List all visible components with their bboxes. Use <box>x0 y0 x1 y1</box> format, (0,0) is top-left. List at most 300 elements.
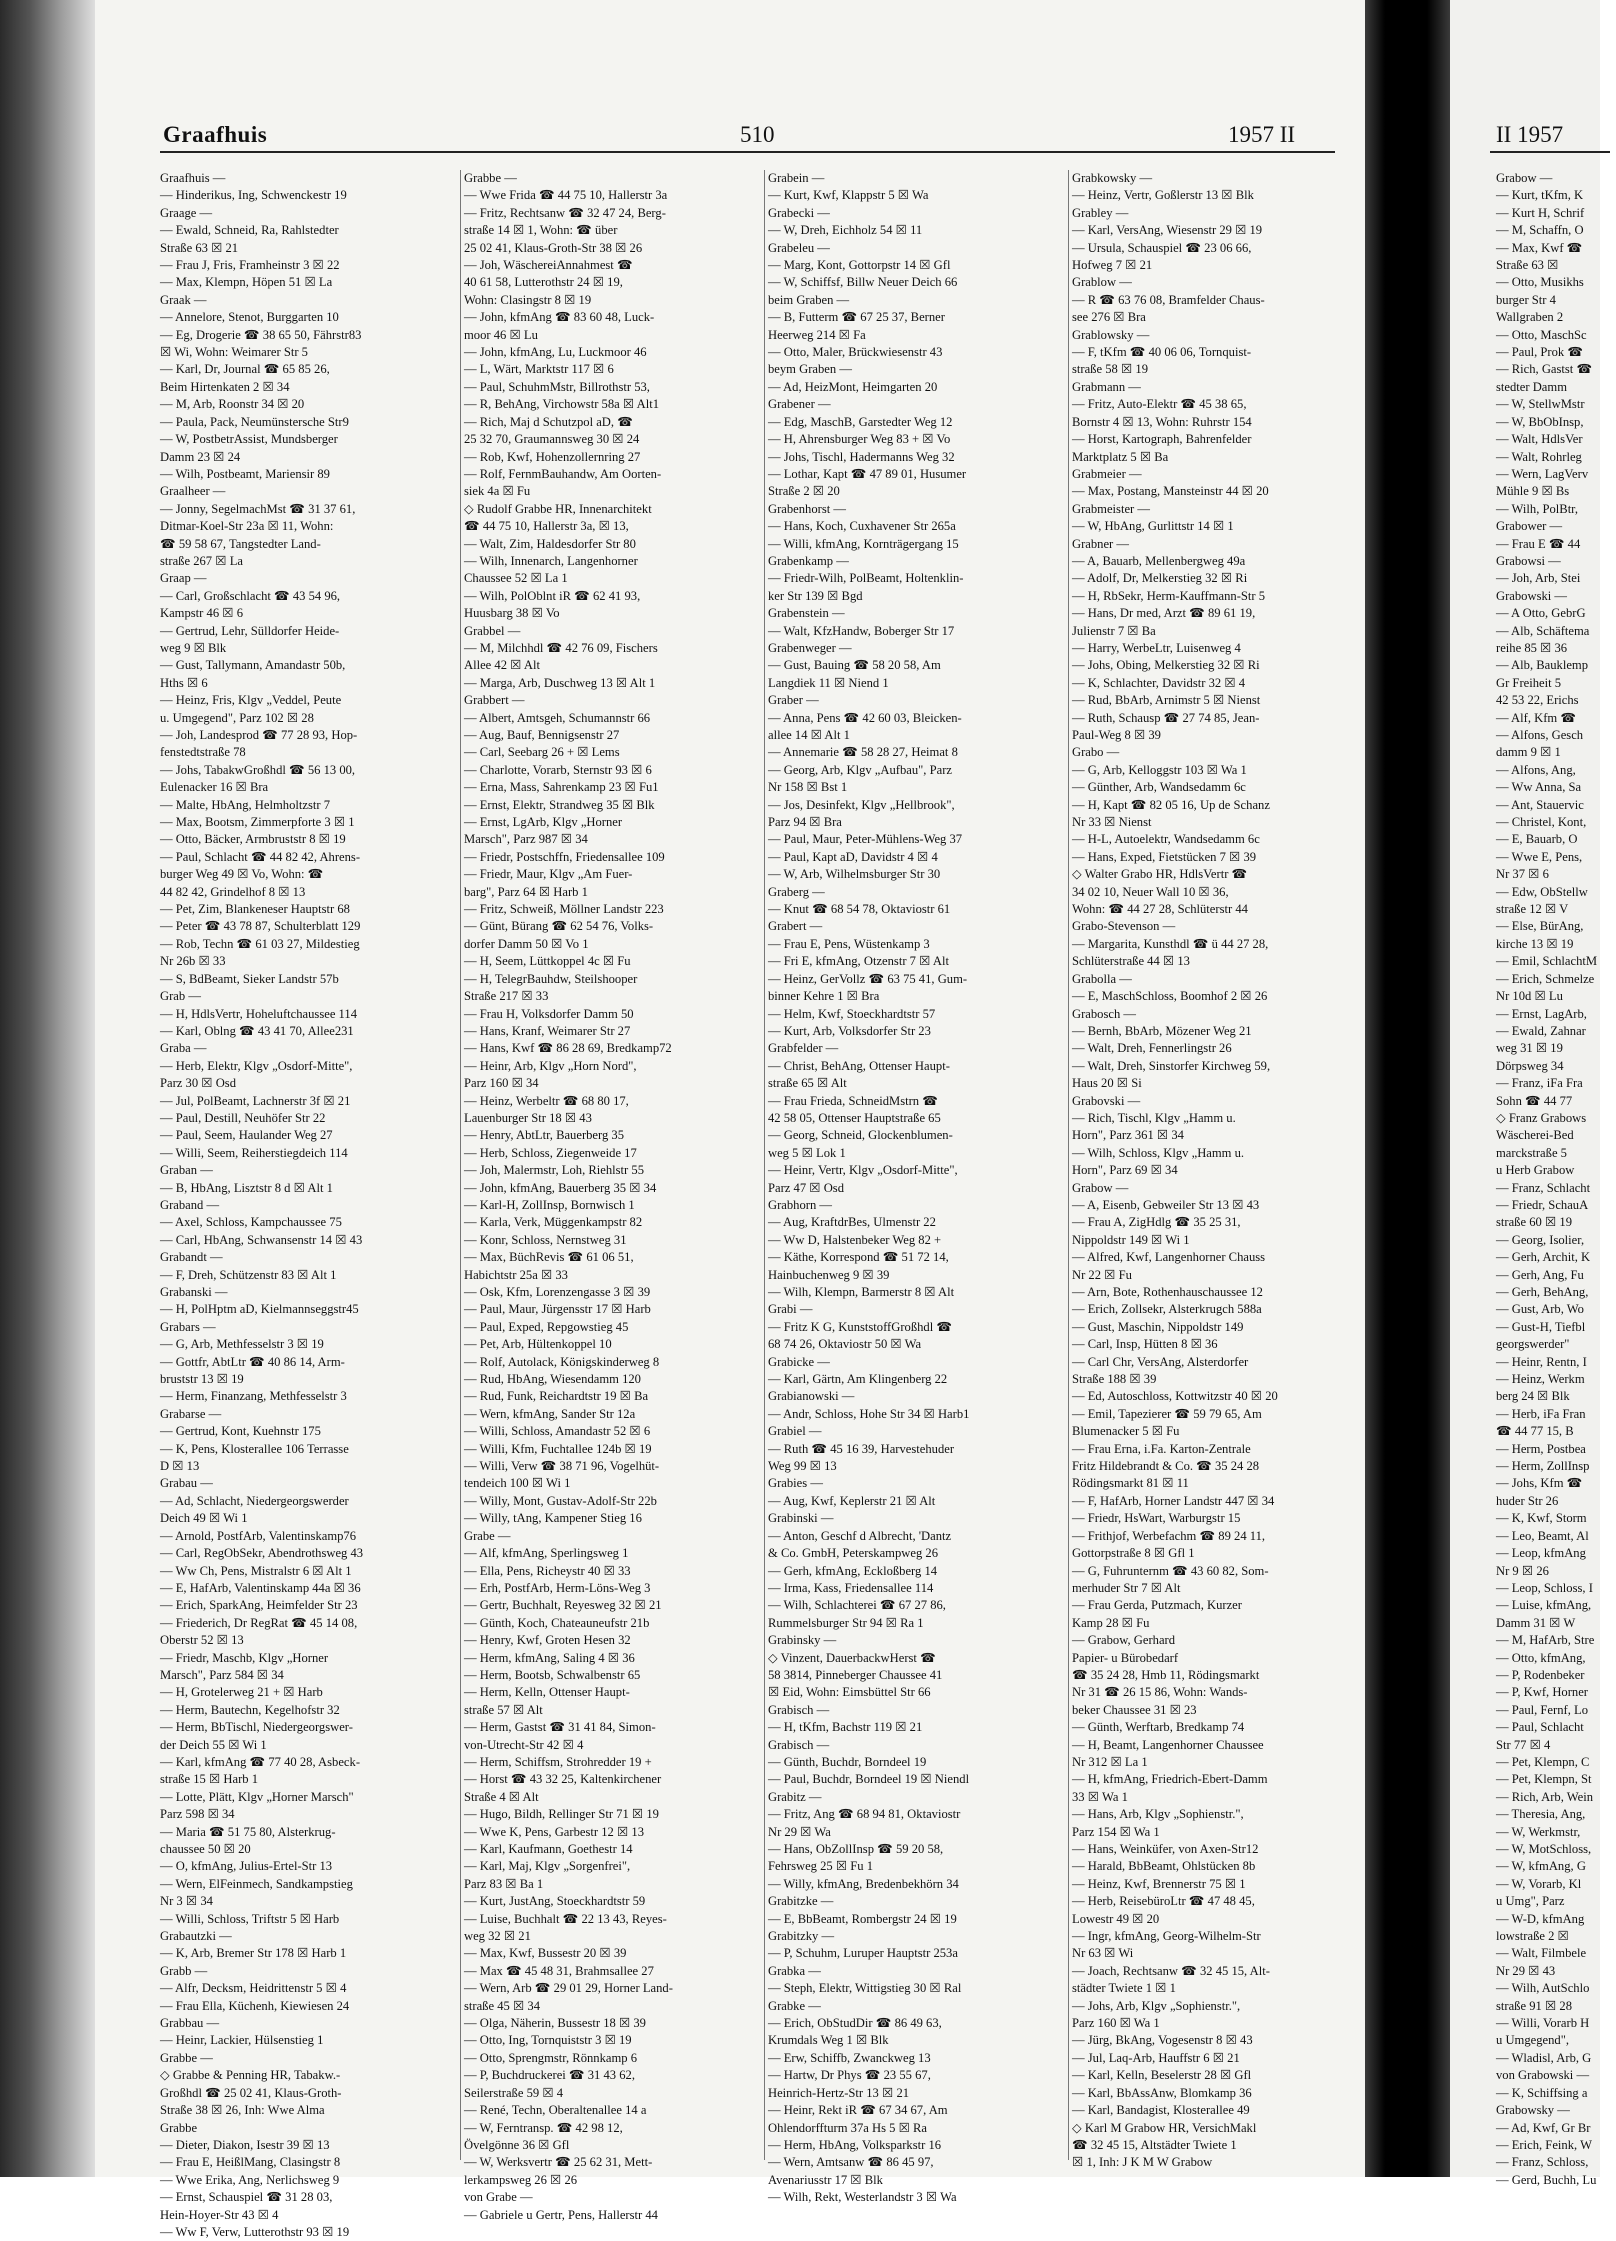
directory-entry: — Johs, Arb, Klgv „Sophienstr.", <box>1072 1998 1241 2013</box>
directory-entry: — H, TelegrBauhdw, Steilshooper <box>464 971 638 986</box>
directory-entry: — Heinz, Kwf, Brennerstr 75 ☒ 1 <box>1072 1876 1246 1891</box>
directory-entry: — Ella, Pens, Richeystr 40 ☒ 33 <box>464 1563 631 1578</box>
directory-entry: — Otto, Bäcker, Armbruststr 8 ☒ 19 <box>160 832 346 847</box>
directory-entry: — Friedr, HsWart, Warburgstr 15 <box>1072 1511 1241 1526</box>
directory-entry: weg 31 ☒ 19 <box>1496 1041 1563 1056</box>
directory-entry: — Erich, Zollsekr, Alsterkrugch 588a <box>1072 1302 1262 1317</box>
directory-entry: — Gabriele u Gertr, Pens, Hallerstr 44 <box>464 2207 658 2222</box>
directory-entry: — Lothar, Kapt ☎ 47 89 01, Husumer <box>768 466 967 481</box>
directory-entry: — Herm, Bautechn, Kegelhofstr 32 <box>160 1702 340 1717</box>
directory-entry: Grabner — <box>1072 536 1129 551</box>
directory-entry: — Walt, Dreh, Fennerlingstr 26 <box>1072 1041 1232 1056</box>
directory-entry: — W, Vorarb, Kl <box>1496 1876 1582 1891</box>
directory-entry: — G, Arb, Methfesselstr 3 ☒ 19 <box>160 1337 324 1352</box>
directory-entry: — Peter ☎ 43 78 87, Schulterblatt 129 <box>160 919 361 934</box>
directory-entry: — Karl, Kaufmann, Goethestr 14 <box>464 1842 633 1856</box>
directory-entry: Graak — <box>160 292 207 307</box>
directory-entry: Großhdl ☎ 25 02 41, Klaus-Groth- <box>160 2085 342 2100</box>
directory-entry: — Leop, kfmAng <box>1496 1546 1586 1561</box>
directory-entry: — H, kfmAng, Friedrich-Ebert-Damm <box>1072 1772 1268 1787</box>
directory-entry: — Herm, Finanzang, Methfesselstr 3 <box>160 1389 347 1404</box>
directory-entry: — Karl, Gärtn, Am Klingenberg 22 <box>768 1372 948 1387</box>
directory-entry: Haus 20 ☒ Si <box>1072 1076 1142 1091</box>
directory-entry: — B, HbAng, Lisztstr 8 d ☒ Alt 1 <box>160 1180 333 1195</box>
directory-entry: Nr 26b ☒ 33 <box>160 954 226 969</box>
directory-entry: — W, PostbetrAssist, Mundsberger <box>160 432 338 447</box>
directory-entry: — Frau Erna, i.Fa. Karton-Zentrale <box>1072 1441 1251 1456</box>
directory-entry: ◇ Franz Grabows <box>1496 1110 1587 1125</box>
directory-entry: — W, kfmAng, G <box>1496 1859 1586 1874</box>
directory-entry: Grabein — <box>768 171 825 185</box>
directory-entry: — Friedr, Maur, Klgv „Am Fuer- <box>464 867 633 882</box>
directory-entry: — Harry, WerbeLtr, Luisenweg 4 <box>1072 640 1241 655</box>
directory-entry: 25 02 41, Klaus-Groth-Str 38 ☒ 26 <box>464 240 643 255</box>
directory-entry: — Max, Kwf, Bussestr 20 ☒ 39 <box>464 1946 627 1961</box>
directory-entry: — Frau A, ZigHdlg ☎ 35 25 31, <box>1072 1215 1241 1230</box>
directory-entry: — Wilh, Postbeamt, Mariensir 89 <box>160 466 330 481</box>
directory-entry: — H, Kapt ☎ 82 05 16, Up de Schanz <box>1072 797 1270 812</box>
directory-entry: — Gertrud, Kont, Kuehnstr 175 <box>160 1424 321 1439</box>
directory-entry: — Ad, Schlacht, Niedergeorgswerder <box>160 1493 349 1508</box>
directory-entry: stedter Damm <box>1496 379 1567 394</box>
directory-entry: — Alfr, Decksm, Heidrittenstr 5 ☒ 4 <box>160 1981 347 1996</box>
directory-entry: — Erw, Schiffb, Zwanckweg 13 <box>768 2050 931 2065</box>
directory-entry: — Frau E ☎ 44 <box>1496 536 1581 551</box>
directory-entry: — Joh, Landesprod ☎ 77 28 93, Hop- <box>160 728 358 742</box>
directory-entry: dorfer Damm 50 ☒ Vo 1 <box>464 936 589 951</box>
directory-entry: ◇ Grabbe & Penning HR, Tabakw.- <box>160 2068 341 2083</box>
directory-entry: Grabbau — <box>160 2016 220 2031</box>
directory-entry: berg 24 ☒ Blk <box>1496 1389 1570 1404</box>
directory-entry: — Walt, Rohrleg <box>1496 449 1582 464</box>
directory-entry: — Karl, Dr, Journal ☎ 65 85 26, <box>160 362 330 377</box>
directory-entry: — Max, Postang, Mansteinstr 44 ☒ 20 <box>1072 484 1269 499</box>
directory-entry: marckstraße 5 <box>1496 1145 1567 1160</box>
directory-entry: straße 12 ☒ V <box>1496 902 1569 917</box>
directory-entry: — Wilh, AutSchlo <box>1496 1981 1590 1996</box>
directory-entry: Nr 312 ☒ La 1 <box>1072 1754 1148 1769</box>
directory-entry: Allee 42 ☒ Alt <box>464 658 540 673</box>
directory-entry: Langdiek 11 ☒ Niend 1 <box>768 675 889 690</box>
directory-entry: allee 14 ☒ Alt 1 <box>768 728 850 742</box>
directory-entry: — Karl, Bandagist, Klosterallee 49 <box>1072 2103 1250 2118</box>
directory-entry: — Henry, Kwf, Groten Hesen 32 <box>464 1633 631 1648</box>
directory-entry: — Irma, Kass, Friedensallee 114 <box>768 1580 934 1595</box>
directory-entry: Grabenstein — <box>768 606 845 621</box>
directory-entry: Grabmann — <box>1072 379 1141 394</box>
directory-entry: — Erh, PostfArb, Herm-Löns-Weg 3 <box>464 1580 651 1595</box>
directory-entry: Grablow — <box>1072 275 1132 290</box>
directory-entry: — Friedr, Maschb, Klgv „Horner <box>160 1650 329 1665</box>
directory-entry: — Karl-H, ZollInsp, Bornwisch 1 <box>464 1197 635 1212</box>
directory-entry: — Knut ☎ 68 54 78, Oktaviostr 61 <box>768 902 951 917</box>
directory-entry: 40 61 58, Lutterothstr 24 ☒ 19, <box>464 275 623 290</box>
facing-page-rule <box>1490 151 1610 153</box>
directory-entry: — Frau Gerda, Putzmach, Kurzer <box>1072 1598 1242 1613</box>
directory-entry: — Herm, kfmAng, Saling 4 ☒ 36 <box>464 1650 635 1665</box>
directory-entry: Horn", Parz 361 ☒ 34 <box>1072 1128 1184 1143</box>
directory-entry: — Hans, Exped, Fietstücken 7 ☒ 39 <box>1072 849 1257 864</box>
directory-entry: — L, Wärt, Marktstr 117 ☒ 6 <box>464 362 614 377</box>
directory-entry: — Wilh, PolBtr, <box>1496 501 1579 516</box>
directory-entry: — Christel, Kont, <box>1496 815 1587 830</box>
directory-entry: — K, Pens, Klosterallee 106 Terrasse <box>160 1441 349 1456</box>
directory-entry: Grabecki — <box>768 205 830 220</box>
directory-entry: Straße 38 ☒ 26, Inh: Wwe Alma <box>160 2103 325 2118</box>
directory-entry: burger Str 4 <box>1496 292 1556 307</box>
directory-entry: — Ewald, Schneid, Ra, Rahlstedter <box>160 223 339 238</box>
directory-entry: — Herm, BbTischl, Niedergeorgswer- <box>160 1720 353 1735</box>
directory-entry: — Joh, Malermstr, Loh, Riehlstr 55 <box>464 1163 644 1178</box>
directory-entry: barg", Parz 64 ☒ Harb 1 <box>464 884 588 899</box>
directory-entry: Grabosch — <box>1072 1006 1137 1021</box>
directory-entry: Grabowski — <box>1496 588 1568 603</box>
directory-entry: — Herm, HbAng, Volksparkstr 16 <box>768 2137 942 2152</box>
directory-entry: — Gust, Bauing ☎ 58 20 58, Am <box>768 658 941 673</box>
directory-entry: — Kurt, Kwf, Klappstr 5 ☒ Wa <box>768 188 929 203</box>
directory-entry: — Carl, RegObSekr, Abendrothsweg 43 <box>160 1546 364 1561</box>
directory-column-1 <box>160 170 456 2239</box>
directory-entry: — Rud, Funk, Reichardtstr 19 ☒ Ba <box>464 1389 649 1404</box>
directory-entry: Lauenburger Str 18 ☒ 43 <box>464 1110 592 1125</box>
directory-entry: — Alb, Schäftema <box>1496 623 1590 638</box>
directory-entry: — S, BdBeamt, Sieker Landstr 57b <box>160 971 339 986</box>
directory-entry: Grabitz — <box>768 1789 822 1804</box>
directory-entry: von Grabe — <box>464 2190 533 2205</box>
directory-entry: — Karl, VersAng, Wiesenstr 29 ☒ 19 <box>1072 223 1263 238</box>
directory-entry: binner Kehre 1 ☒ Bra <box>768 989 880 1004</box>
directory-entry: Grabener — <box>768 397 831 412</box>
directory-entry: Chaussee 52 ☒ La 1 <box>464 571 568 586</box>
directory-entry: — Dieter, Diakon, Isestr 39 ☒ 13 <box>160 2137 330 2152</box>
directory-entry: — Aug, Bauf, Bennigsenstr 27 <box>464 728 620 742</box>
directory-entry: ☎ 32 45 15, Altstädter Twiete 1 <box>1072 2137 1237 2152</box>
directory-entry: — Ruth, Schausp ☎ 27 74 85, Jean- <box>1072 710 1260 725</box>
directory-entry: — Ingr, kfmAng, Georg-Wilhelm-Str <box>1072 1929 1261 1944</box>
directory-entry: — W, Werksvertr ☎ 25 62 31, Mett- <box>464 2155 653 2170</box>
directory-entry: Graalheer — <box>160 484 226 499</box>
directory-entry: — Heinz, Werbeltr ☎ 68 80 17, <box>464 1093 629 1108</box>
directory-entry: Grabe — <box>464 1528 511 1543</box>
directory-entry: — W, Werkmstr, <box>1496 1824 1581 1839</box>
directory-entry: Grabenhorst — <box>768 501 846 516</box>
directory-entry: — G, Fuhrunternm ☎ 43 60 82, Som- <box>1072 1563 1269 1578</box>
directory-entry: — Erich, Schmelze <box>1496 971 1595 986</box>
directory-entry: — Willi, Seem, Reiherstiegdeich 114 <box>160 1145 348 1160</box>
directory-entry: huder Str 26 <box>1496 1493 1559 1508</box>
directory-entry: — Wwe E, Pens, <box>1496 849 1583 864</box>
directory-entry: — Konr, Schloss, Nernstweg 31 <box>464 1232 627 1247</box>
directory-entry: — Paul, SchuhmMstr, Billrothstr 53, <box>464 379 650 394</box>
directory-entry: — Johs, Kfm ☎ <box>1496 1476 1583 1491</box>
directory-entry: Heerweg 214 ☒ Fa <box>768 327 866 342</box>
directory-entry: — Ant, Stauervic <box>1496 797 1584 812</box>
directory-entry: — W, Ferntransp. ☎ 42 98 12, <box>464 2120 623 2135</box>
directory-entry: — Hartw, Dr Phys ☎ 23 55 67, <box>768 2068 931 2083</box>
directory-entry: Grabisch — <box>768 1702 830 1717</box>
directory-entry: — Willi, Verw ☎ 38 71 96, Vogelhüt- <box>464 1459 660 1474</box>
directory-entry: — F, HafArb, Horner Landstr 447 ☒ 34 <box>1072 1493 1275 1508</box>
directory-entry: Parz 160 ☒ Wa 1 <box>1072 2016 1160 2031</box>
directory-entry: — John, kfmAng, Lu, Luckmoor 46 <box>464 345 647 360</box>
directory-entry: Grabfelder — <box>768 1041 839 1056</box>
directory-entry: — Pet, Zim, Blankeneser Hauptstr 68 <box>160 902 350 917</box>
directory-entry: Damm 23 ☒ 24 <box>160 449 241 464</box>
directory-entry: von-Utrecht-Str 42 ☒ 4 <box>464 1737 584 1752</box>
directory-entry: — G, Arb, Kelloggstr 103 ☒ Wa 1 <box>1072 762 1247 777</box>
directory-entry: & Co. GmbH, Peterskampweg 26 <box>768 1546 938 1561</box>
directory-entry: — M, Schaffn, O <box>1496 223 1584 238</box>
directory-entry: — Herb, Schloss, Ziegenweide 17 <box>464 1145 637 1160</box>
directory-entry: — Pet, Klempn, St <box>1496 1772 1592 1787</box>
directory-entry: Grabars — <box>160 1319 216 1334</box>
directory-entry: — Pet, Klempn, C <box>1496 1754 1590 1769</box>
directory-entry: Grabhorn — <box>768 1197 833 1212</box>
directory-entry: Graafhuis — <box>160 171 226 185</box>
directory-entry: — Willi, Schloss, Triftstr 5 ☒ Harb <box>160 1911 340 1926</box>
directory-entry: — Rich, Tischl, Klgv „Hamm u. <box>1072 1110 1236 1125</box>
directory-entry: — H, Grotelerweg 21 + ☒ Harb <box>160 1685 323 1700</box>
directory-entry: — Hans, ObZollInsp ☎ 59 20 58, <box>768 1842 944 1856</box>
directory-entry: — Harald, BbBeamt, Ohlstücken 8b <box>1072 1859 1256 1874</box>
directory-entry: — Wilh, Innenarch, Langenhorner <box>464 553 638 568</box>
directory-entry: Nr 3 ☒ 34 <box>160 1894 213 1909</box>
directory-entry: Grabmeier — <box>1072 466 1142 481</box>
directory-entry: D ☒ 13 <box>160 1459 200 1474</box>
directory-entry: — Heinr, Rentn, I <box>1496 1354 1587 1369</box>
directory-entry: — Edw, ObStellw <box>1496 884 1588 899</box>
directory-entry: Grabbe — <box>160 2050 213 2065</box>
directory-entry: — Heinz, Werkm <box>1496 1372 1585 1387</box>
directory-entry: — Frau Frieda, SchneidMstrn ☎ <box>768 1093 938 1108</box>
directory-entry: — Max ☎ 45 48 31, Brahmsallee 27 <box>464 1963 654 1978</box>
directory-entry: Hofweg 7 ☒ 21 <box>1072 258 1153 273</box>
directory-entry: — Johs, Obing, Melkerstieg 32 ☒ Ri <box>1072 658 1260 673</box>
directory-entry: Wohn: ☎ 44 27 28, Schlüterstr 44 <box>1072 902 1248 917</box>
directory-entry: — Frau E, HeißlMang, Clasingstr 8 <box>160 2155 341 2170</box>
directory-entry: — Willi, Vorarb H <box>1496 2016 1590 2031</box>
directory-entry: — Ursula, Schauspiel ☎ 23 06 66, <box>1072 240 1252 255</box>
directory-entry: Nr 10d ☒ Lu <box>1496 989 1563 1004</box>
directory-entry: — Arnold, PostfArb, Valentinskamp76 <box>160 1528 357 1543</box>
directory-entry: — Hinderikus, Ing, Schwenckestr 19 <box>160 188 347 203</box>
directory-entry: — Rolf, FernmBauhandw, Am Oorten- <box>464 466 662 481</box>
directory-entry: Marsch", Parz 584 ☒ 34 <box>160 1667 284 1682</box>
directory-entry: — R, BehAng, Virchowstr 58a ☒ Alt1 <box>464 397 659 412</box>
directory-entry: Huusbarg 38 ☒ Vo <box>464 606 560 621</box>
directory-entry: — P, Buchdruckerei ☎ 31 43 62, <box>464 2068 635 2083</box>
directory-entry: — Herb, ReisebüroLtr ☎ 47 48 45, <box>1072 1894 1255 1909</box>
directory-entry: — Willi, Schloss, Amandastr 52 ☒ 6 <box>464 1424 651 1439</box>
directory-entry: Rödingsmarkt 81 ☒ 11 <box>1072 1476 1189 1491</box>
directory-entry: — Carl, Seebarg 26 + ☒ Lems <box>464 745 620 760</box>
directory-entry: straße 267 ☒ La <box>160 553 243 568</box>
directory-entry: — Ww Anna, Sa <box>1496 780 1582 795</box>
directory-entry: Nr 29 ☒ Wa <box>768 1824 831 1839</box>
directory-entry: Dörpsweg 34 <box>1496 1058 1564 1073</box>
directory-entry: — Ernst, Schauspiel ☎ 31 28 03, <box>160 2190 333 2205</box>
directory-entry: Grabow — <box>1072 1180 1129 1195</box>
directory-entry: Grabowsi — <box>1496 553 1561 568</box>
directory-entry: — Karl, BbAssAnw, Blomkamp 36 <box>1072 2085 1252 2100</box>
directory-entry: ☎ 35 24 28, Hmb 11, Rödingsmarkt <box>1072 1667 1260 1682</box>
directory-entry: Grabbel — <box>464 623 521 638</box>
directory-entry: — E, Bauarb, O <box>1496 832 1578 847</box>
directory-entry: Grabicke — <box>768 1354 830 1369</box>
directory-entry: — Wilh, Schlachterei ☎ 67 27 86, <box>768 1598 946 1613</box>
directory-entry: — Alb, Bauklemp <box>1496 658 1588 673</box>
directory-entry: Parz 154 ☒ Wa 1 <box>1072 1824 1160 1839</box>
directory-entry: Weg 99 ☒ 13 <box>768 1459 837 1474</box>
directory-entry: — Walt, KfzHandw, Boberger Str 17 <box>768 623 955 638</box>
directory-entry: 25 32 70, Graumannsweg 30 ☒ 24 <box>464 432 640 447</box>
directory-entry: — Theresia, Ang, <box>1496 1807 1586 1822</box>
directory-entry: Seilerstraße 59 ☒ 4 <box>464 2085 564 2100</box>
directory-entry: Grab — <box>160 989 201 1004</box>
directory-entry: — F, Dreh, Schützenstr 83 ☒ Alt 1 <box>160 1267 337 1282</box>
directory-entry: — Herm, ZollInsp <box>1496 1459 1590 1474</box>
directory-entry: — Frau E, Pens, Wüstenkamp 3 <box>768 936 930 951</box>
directory-entry: — Ruth ☎ 45 16 39, Harvestehuder <box>768 1441 955 1456</box>
directory-entry: Schlüterstraße 44 ☒ 13 <box>1072 954 1190 969</box>
directory-entry: Marsch", Parz 987 ☒ 34 <box>464 832 588 847</box>
directory-entry: Nr 9 ☒ 26 <box>1496 1563 1549 1578</box>
header-rule <box>160 151 1335 153</box>
directory-entry: — Fritz, Rechtsanw ☎ 32 47 24, Berg- <box>464 205 666 220</box>
directory-entry: — John, kfmAng ☎ 83 60 48, Luck- <box>464 310 655 325</box>
directory-entry: — Gerh, Ang, Fu <box>1496 1267 1584 1282</box>
directory-entry: — Paul, Fernf, Lo <box>1496 1702 1588 1717</box>
directory-entry: Parz 160 ☒ 34 <box>464 1076 539 1091</box>
directory-entry: — Otto, kfmAng, <box>1496 1650 1586 1665</box>
directory-entry: — Max, Kwf ☎ <box>1496 240 1583 255</box>
directory-entry: — Frau H, Volksdorfer Damm 50 <box>464 1006 634 1021</box>
directory-entry: — Alf, kfmAng, Sperlingsweg 1 <box>464 1546 629 1561</box>
directory-entry: — Herm, Schiffsm, Strohredder 19 + <box>464 1754 652 1769</box>
directory-entry: 58 3814, Pinneberger Chaussee 41 <box>768 1667 943 1682</box>
directory-entry: Grabeleu — <box>768 240 830 255</box>
directory-entry: — Joh, WäschereiAnnahmest ☎ <box>464 258 633 273</box>
directory-entry: Graage — <box>160 205 213 220</box>
directory-entry: — Max, Klempn, Höpen 51 ☒ La <box>160 275 333 290</box>
directory-entry: — A Otto, GebrG <box>1496 606 1586 621</box>
directory-entry: Grabau — <box>160 1476 213 1491</box>
directory-entry: — Jonny, SegelmachMst ☎ 31 37 61, <box>160 501 356 516</box>
directory-entry: — Willi, Kfm, Fuchtallee 124b ☒ 19 <box>464 1441 652 1456</box>
directory-entry: — Walt, HdlsVer <box>1496 432 1583 447</box>
directory-column-4 <box>1072 170 1360 2170</box>
directory-entry: — Alfred, Kwf, Langenhorner Chauss <box>1072 1250 1266 1265</box>
directory-entry: — Helm, Kwf, Stoeckhardtstr 57 <box>768 1006 936 1021</box>
directory-entry: — Ww F, Verw, Lutterothstr 93 ☒ 19 <box>160 2224 350 2239</box>
directory-entry: merhuder Str 7 ☒ Alt <box>1072 1580 1181 1595</box>
directory-entry: — Marg, Kont, Gottorpstr 14 ☒ Gfl <box>768 258 951 273</box>
directory-entry: — Rich, Arb, Wein <box>1496 1789 1594 1804</box>
directory-entry: — Friedr, Postschffn, Friedensallee 109 <box>464 849 665 864</box>
directory-entry: ◇ Vinzent, DauerbackwHerst ☎ <box>768 1650 936 1665</box>
directory-entry: Habichtstr 25a ☒ 33 <box>464 1267 568 1282</box>
directory-entry: straße 57 ☒ Alt <box>464 1702 543 1717</box>
directory-entry: Grabolla — <box>1072 971 1132 986</box>
directory-entry: — Jürg, BkAng, Vogesenstr 8 ☒ 43 <box>1072 2033 1253 2048</box>
directory-entry: — Karl, Maj, Klgv „Sorgenfrei", <box>464 1859 631 1874</box>
running-head-title: Graafhuis <box>163 122 268 147</box>
directory-entry: — W, StellwMstr <box>1496 397 1585 412</box>
directory-entry: — Wern, Amtsanw ☎ 86 45 97, <box>768 2155 934 2170</box>
directory-entry: Grabianowski — <box>768 1389 855 1404</box>
directory-entry: Grablowsky — <box>1072 327 1150 342</box>
directory-entry: Grabautzki — <box>160 1929 232 1944</box>
directory-entry: reihe 85 ☒ 36 <box>1496 640 1568 655</box>
directory-entry: — Christ, BehAng, Ottenser Haupt- <box>768 1058 950 1073</box>
directory-entry: — Emil, Tapezierer ☎ 59 79 65, Am <box>1072 1406 1262 1421</box>
directory-entry: — Ww D, Halstenbeker Weg 82 + <box>768 1232 942 1247</box>
directory-entry: — Franz, Schlacht <box>1496 1180 1591 1195</box>
directory-entry: 68 74 26, Oktaviostr 50 ☒ Wa <box>768 1337 922 1352</box>
directory-entry: — H, Ahrensburger Weg 83 + ☒ Vo <box>768 432 951 447</box>
directory-entry: — Herb, Elektr, Klgv „Osdorf-Mitte", <box>160 1058 353 1073</box>
directory-entry: — Walt, Dreh, Sinstorfer Kirchweg 59, <box>1072 1058 1271 1073</box>
directory-entry: — Malte, HbAng, Helmholtzstr 7 <box>160 797 330 812</box>
directory-entry: Lowestr 49 ☒ 20 <box>1072 1911 1160 1926</box>
directory-entry: Parz 47 ☒ Osd <box>768 1180 844 1195</box>
directory-entry: — Horst, Kartograph, Bahrenfelder <box>1072 432 1252 447</box>
directory-entry: u Umgegend", <box>1496 2033 1569 2048</box>
directory-entry: straße 65 ☒ Alt <box>768 1076 847 1091</box>
directory-entry: — Wladisl, Arb, G <box>1496 2050 1592 2065</box>
directory-entry: — Wwe Frida ☎ 44 75 10, Hallerstr 3a <box>464 188 668 203</box>
directory-entry: — Paul, Maur, Peter-Mühlens-Weg 37 <box>768 832 963 847</box>
directory-entry: — Frau Ella, Küchenh, Kiewiesen 24 <box>160 1998 350 2013</box>
directory-entry: — Heinr, Rekt iR ☎ 67 34 67, Am <box>768 2103 948 2118</box>
directory-entry: — Walt, Filmbele <box>1496 1946 1587 1961</box>
directory-entry: — Herm, Kelln, Ottenser Haupt- <box>464 1685 630 1700</box>
directory-entry: — Carl, Insp, Hütten 8 ☒ 36 <box>1072 1337 1218 1352</box>
directory-entry: — Arn, Bote, Rothenhauschaussee 12 <box>1072 1285 1263 1299</box>
directory-entry: ☎ 44 75 10, Hallerstr 3a, ☒ 13, <box>464 519 629 534</box>
directory-entry: — B, Futterm ☎ 67 25 37, Berner <box>768 310 945 325</box>
directory-entry: Straße 2 ☒ 20 <box>768 484 840 499</box>
directory-entry: — Anna, Pens ☎ 42 60 03, Bleicken- <box>768 710 962 725</box>
directory-entry: — Karl, kfmAng ☎ 77 40 28, Asbeck- <box>160 1754 361 1769</box>
directory-entry: — Max, Bootsm, Zimmerpforte 3 ☒ 1 <box>160 815 355 830</box>
directory-entry: straße 14 ☒ 1, Wohn: ☎ über <box>464 223 618 238</box>
directory-entry: ◇ Walter Grabo HR, HdlsVertr ☎ <box>1072 867 1248 882</box>
directory-entry: städter Twiete 1 ☒ 1 <box>1072 1981 1176 1996</box>
directory-entry: weg 32 ☒ 21 <box>464 1929 531 1944</box>
directory-entry: — Andr, Schloss, Hohe Str 34 ☒ Harb1 <box>768 1406 970 1421</box>
directory-entry: — Aug, Kwf, Keplerstr 21 ☒ Alt <box>768 1493 936 1508</box>
directory-entry: — Kurt, JustAng, Stoeckhardtstr 59 <box>464 1894 646 1909</box>
directory-entry: georgswerder" <box>1496 1337 1570 1352</box>
directory-entry: Kampstr 46 ☒ 6 <box>160 606 243 621</box>
directory-entry: Papier- u Bürobedarf <box>1072 1650 1179 1665</box>
directory-entry: Gottorpstraße 8 ☒ Gfl 1 <box>1072 1546 1195 1561</box>
directory-entry: — Fritz, Schweiß, Möllner Landstr 223 <box>464 902 664 917</box>
directory-entry: ☒ Eid, Wohn: Eimsbüttel Str 66 <box>768 1685 931 1700</box>
directory-entry: lowstraße 2 ☒ <box>1496 1929 1569 1944</box>
directory-entry: — Wern, ElFeinmech, Sandkampstieg <box>160 1876 353 1891</box>
directory-entry: — Rud, BbArb, Arnimstr 5 ☒ Nienst <box>1072 693 1261 708</box>
directory-entry: — Carl, HbAng, Schwansenstr 14 ☒ 43 <box>160 1232 363 1247</box>
directory-entry: Graba — <box>160 1041 207 1056</box>
directory-entry: Marktplatz 5 ☒ Ba <box>1072 449 1169 464</box>
directory-entry: ker Str 139 ☒ Bgd <box>768 588 863 603</box>
book-gutter <box>1365 0 1450 2177</box>
directory-entry: Grabiel — <box>768 1424 822 1439</box>
directory-entry: Straße 4 ☒ Alt <box>464 1789 539 1804</box>
directory-entry: — Luise, Buchhalt ☎ 22 13 43, Reyes- <box>464 1911 667 1926</box>
